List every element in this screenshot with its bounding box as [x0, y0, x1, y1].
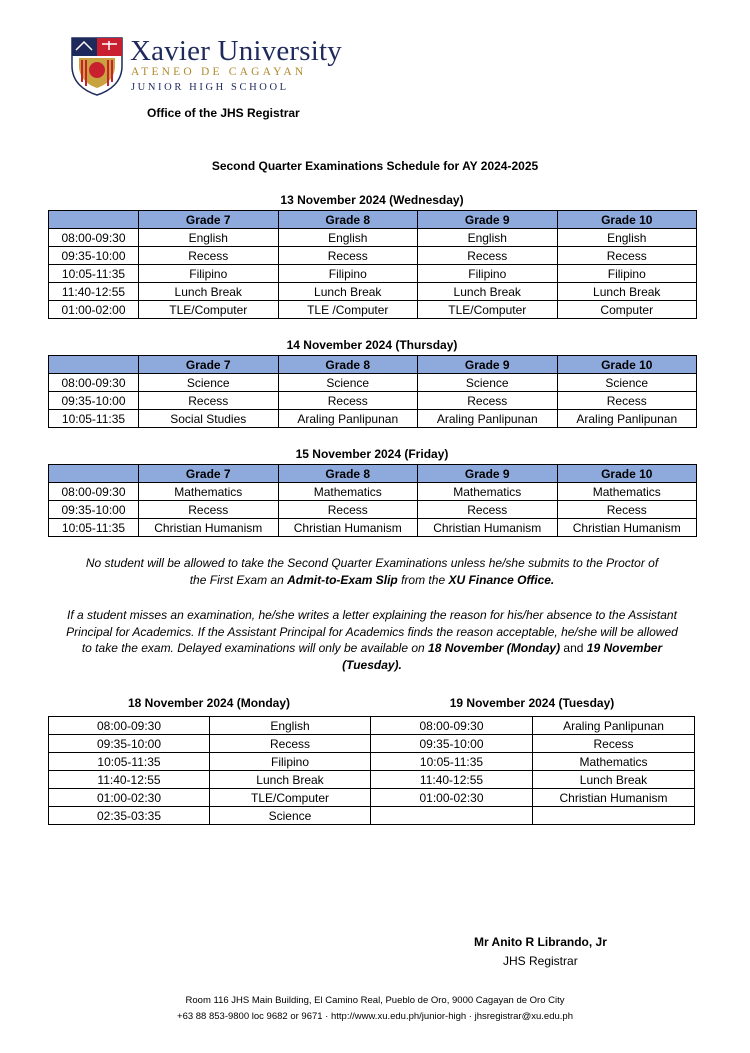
signatory-name: Mr Anito R Librando, Jr	[474, 935, 607, 949]
table-cell: English	[210, 717, 371, 735]
table-cell: Lunch Break	[210, 771, 371, 789]
table-row	[49, 753, 695, 771]
missed-exam-note: If a student misses an examination, he/she writes a letter explaining the reason for his/her absence to the Assistant Principal for Academics. If the Assistant Principal for Academics finds the reason acceptable, he/she will be allowed to take the exam. Delayed examinations will only be available on 18 November (Monday) and 19 November (Tuesday).	[66, 608, 678, 672]
time-cell: 11:40-12:55	[49, 283, 139, 301]
table-row	[49, 771, 695, 789]
header-cell: Grade 10	[557, 211, 697, 229]
delayed-exams-table	[48, 716, 695, 825]
header-cell: Grade 7	[139, 356, 279, 374]
table-row	[49, 519, 697, 537]
header-cell: Grade 9	[418, 356, 558, 374]
schedule-table-thursday	[48, 355, 697, 428]
table-cell: Science	[557, 374, 697, 392]
table-cell: Recess	[418, 392, 558, 410]
table-cell: English	[139, 229, 279, 247]
table-header-row	[49, 465, 697, 483]
table-cell: Science	[139, 374, 279, 392]
table-row	[49, 735, 695, 753]
table-cell: Recess	[533, 735, 695, 753]
header-cell: Grade 7	[139, 465, 279, 483]
table-cell: Recess	[210, 735, 371, 753]
header-cell: Grade 10	[557, 465, 697, 483]
day-title-thursday: 14 November 2024 (Thursday)	[286, 338, 458, 352]
day-title-wednesday: 13 November 2024 (Wednesday)	[280, 193, 464, 207]
table-cell: Christian Humanism	[533, 789, 695, 807]
table-cell: Mathematics	[533, 753, 695, 771]
office-title: Office of the JHS Registrar	[147, 106, 300, 120]
table-cell: Recess	[557, 247, 697, 265]
table-cell: Filipino	[278, 265, 418, 283]
table-cell: TLE /Computer	[278, 301, 418, 319]
schedule-table-friday	[48, 464, 697, 537]
table-cell: Filipino	[418, 265, 558, 283]
table-cell: Mathematics	[139, 483, 279, 501]
time-cell: 08:00-09:30	[49, 483, 139, 501]
table-header-row	[49, 211, 697, 229]
header-cell: Grade 8	[278, 211, 418, 229]
table-cell: Recess	[139, 501, 279, 519]
schedule-table-wednesday	[48, 210, 697, 319]
table-cell: English	[557, 229, 697, 247]
time-cell: 01:00-02:30	[371, 789, 533, 807]
day-title-friday: 15 November 2024 (Friday)	[295, 447, 449, 461]
table-cell: Araling Panlipunan	[557, 410, 697, 428]
signatory-title: JHS Registrar	[503, 954, 578, 968]
table-row	[49, 247, 697, 265]
university-name: Xavier University	[130, 35, 342, 67]
table-cell: Araling Panlipunan	[418, 410, 558, 428]
header-cell: Grade 10	[557, 356, 697, 374]
delayed-title-monday: 18 November 2024 (Monday)	[127, 696, 291, 710]
table-row	[49, 410, 697, 428]
header-cell: Grade 8	[278, 356, 418, 374]
time-cell: 08:00-09:30	[371, 717, 533, 735]
time-cell: 09:35-10:00	[371, 735, 533, 753]
table-cell: Recess	[278, 501, 418, 519]
table-cell: Filipino	[210, 753, 371, 771]
table-cell: Computer	[557, 301, 697, 319]
table-row	[49, 717, 695, 735]
time-cell: 08:00-09:30	[49, 229, 139, 247]
table-cell: Recess	[418, 247, 558, 265]
table-cell: Lunch Break	[533, 771, 695, 789]
university-subtitle: ATENEO DE CAGAYAN	[131, 66, 307, 78]
table-cell: Recess	[139, 392, 279, 410]
table-cell: Recess	[557, 392, 697, 410]
table-cell: Araling Panlipunan	[533, 717, 695, 735]
header-cell: Grade 7	[139, 211, 279, 229]
table-cell: TLE/Computer	[139, 301, 279, 319]
table-row	[49, 789, 695, 807]
table-cell: Science	[210, 807, 371, 825]
university-logo	[70, 36, 124, 96]
delayed-title-tuesday: 19 November 2024 (Tuesday)	[449, 696, 615, 710]
table-row	[49, 501, 697, 519]
table-row	[49, 392, 697, 410]
table-header-row	[49, 356, 697, 374]
time-cell: 09:35-10:00	[49, 501, 139, 519]
table-row	[49, 374, 697, 392]
admission-note: No student will be allowed to take the Second Quarter Examinations unless he/she submits to the Proctor of the First Exam an Admit-to-Exam Slip from the XU Finance Office.	[85, 556, 659, 587]
table-cell: Recess	[418, 501, 558, 519]
time-cell: 01:00-02:00	[49, 301, 139, 319]
table-cell: Social Studies	[139, 410, 279, 428]
table-cell: English	[418, 229, 558, 247]
time-cell: 08:00-09:30	[49, 717, 210, 735]
time-cell	[371, 807, 533, 825]
header-cell: Grade 8	[278, 465, 418, 483]
table-cell: Lunch Break	[278, 283, 418, 301]
table-cell: Christian Humanism	[139, 519, 279, 537]
time-cell: 10:05-11:35	[49, 265, 139, 283]
time-cell: 01:00-02:30	[49, 789, 210, 807]
table-row	[49, 283, 697, 301]
header-cell: Grade 9	[418, 465, 558, 483]
table-cell: Christian Humanism	[418, 519, 558, 537]
table-row	[49, 229, 697, 247]
time-cell: 09:35-10:00	[49, 735, 210, 753]
table-cell: Recess	[557, 501, 697, 519]
table-row	[49, 807, 695, 825]
time-cell: 09:35-10:00	[49, 247, 139, 265]
table-cell: Lunch Break	[418, 283, 558, 301]
time-cell: 10:05-11:35	[49, 410, 139, 428]
footer-address: Room 116 JHS Main Building, El Camino Real, Pueblo de Oro, 9000 Cagayan de Oro City	[185, 995, 565, 1006]
table-cell: Science	[418, 374, 558, 392]
time-cell: 10:05-11:35	[49, 753, 210, 771]
table-cell: Recess	[139, 247, 279, 265]
table-cell: TLE/Computer	[210, 789, 371, 807]
table-row	[49, 483, 697, 501]
footer-contact: +63 88 853-9800 loc 9682 or 9671 · http://www.xu.edu.ph/junior-high · jhsregistrar@xu.edu.ph	[177, 1011, 573, 1022]
table-cell: Lunch Break	[557, 283, 697, 301]
time-cell: 02:35-03:35	[49, 807, 210, 825]
table-cell: Mathematics	[278, 483, 418, 501]
header-cell	[49, 356, 139, 374]
table-cell: Filipino	[139, 265, 279, 283]
table-cell: Lunch Break	[139, 283, 279, 301]
table-cell: Recess	[278, 392, 418, 410]
table-cell: Christian Humanism	[278, 519, 418, 537]
time-cell: 10:05-11:35	[49, 519, 139, 537]
table-cell: Mathematics	[418, 483, 558, 501]
time-cell: 09:35-10:00	[49, 392, 139, 410]
table-row	[49, 301, 697, 319]
table-cell: English	[278, 229, 418, 247]
time-cell: 08:00-09:30	[49, 374, 139, 392]
header-cell: Grade 9	[418, 211, 558, 229]
time-cell: 11:40-12:55	[371, 771, 533, 789]
table-cell: Christian Humanism	[557, 519, 697, 537]
document-title: Second Quarter Examinations Schedule for AY 2024-2025	[211, 159, 539, 173]
table-cell: TLE/Computer	[418, 301, 558, 319]
time-cell: 11:40-12:55	[49, 771, 210, 789]
table-cell: Recess	[278, 247, 418, 265]
header-cell	[49, 465, 139, 483]
table-cell: Filipino	[557, 265, 697, 283]
school-name: JUNIOR HIGH SCHOOL	[131, 82, 289, 93]
table-cell: Araling Panlipunan	[278, 410, 418, 428]
table-cell: Mathematics	[557, 483, 697, 501]
table-cell: Science	[278, 374, 418, 392]
table-row	[49, 265, 697, 283]
header-cell	[49, 211, 139, 229]
table-cell	[533, 807, 695, 825]
time-cell: 10:05-11:35	[371, 753, 533, 771]
